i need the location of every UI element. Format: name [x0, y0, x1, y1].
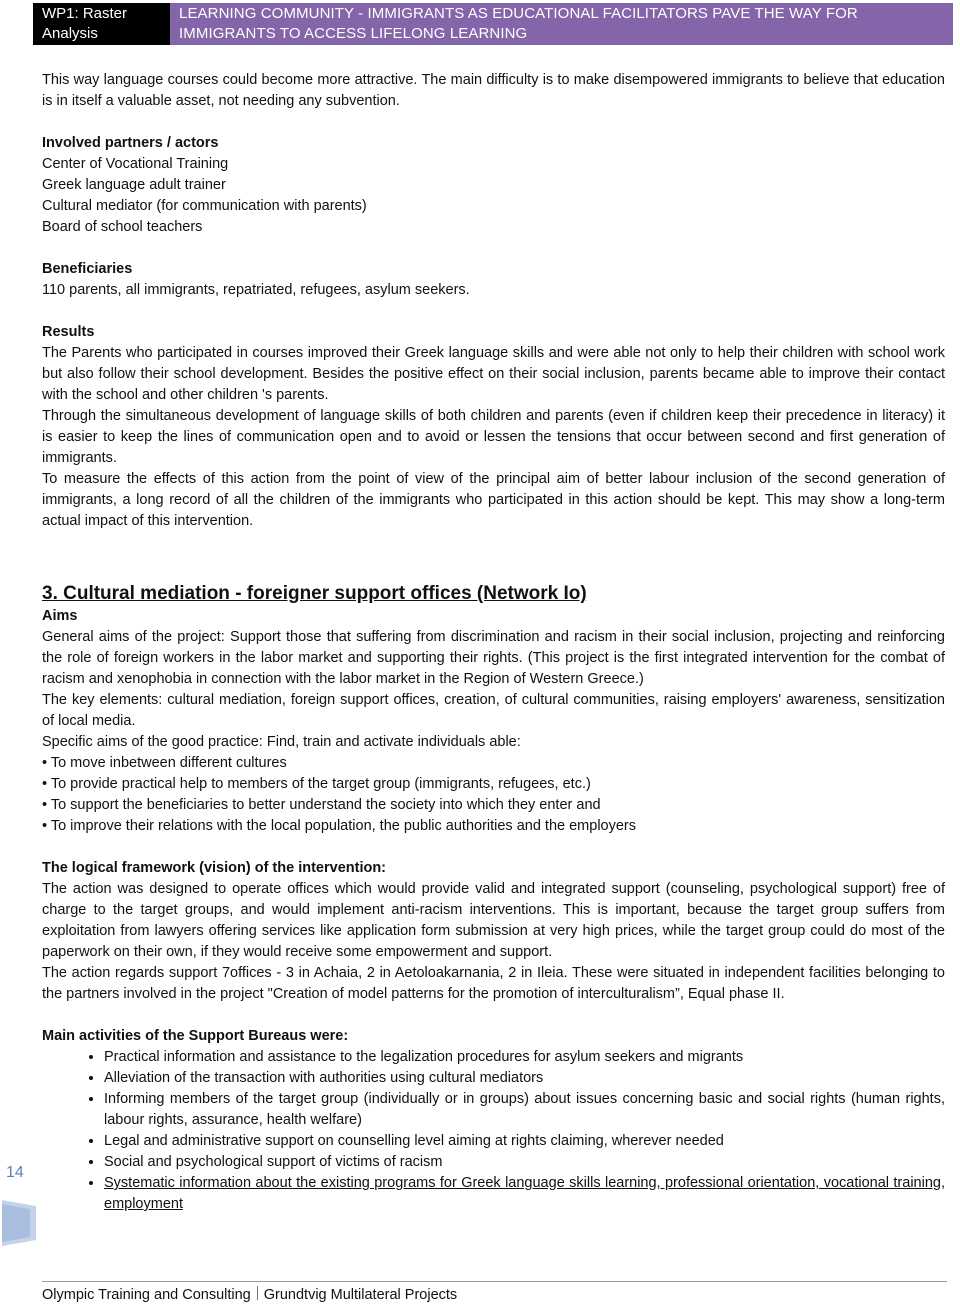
list-item: • To support the beneficiaries to better understand the society into which they enter and — [42, 795, 945, 816]
page-corner-graphic — [2, 1200, 38, 1246]
footer-organization: Olympic Training and Consulting — [42, 1287, 251, 1303]
partner-item: Center of Vocational Training — [42, 156, 229, 172]
framework-paragraph: The action regards support 7offices - 3 in Achaia, 2 in Aetoloakarnania, 2 in Ileia. These were situated in independent facilities belonging to the partners involved in the project "Creation of model patterns for the promotion of interculturalism”, Equal phase II. — [42, 965, 945, 1002]
list-item: • Social and psychological support of victims of racism — [104, 1152, 945, 1173]
page-header — [33, 3, 953, 45]
specific-aims-list — [42, 753, 945, 837]
results-heading: Results — [42, 324, 95, 340]
aims-paragraph: General aims of the project: Support those that suffering from discrimination and racism in their social inclusion, projecting and reinforcing the role of foreign workers in the labor market and supporting their rights. (This project is the first integrated intervention for the combat of racism and xenophobia in connection with the labor market in the Region of Western Greece.) — [42, 629, 945, 687]
footer-separator — [257, 1286, 258, 1300]
aims-heading: Aims — [42, 608, 78, 624]
activities-list — [42, 1047, 945, 1215]
footer-divider — [42, 1281, 947, 1282]
partner-item: Cultural mediator (for communication with parents) — [42, 198, 367, 214]
list-item: • Practical information and assistance to the legalization procedures for asylum seekers and migrants — [104, 1047, 945, 1068]
activities-heading: Main activities of the Support Bureaus were: — [42, 1028, 349, 1044]
beneficiaries-text: 110 parents, all immigrants, repatriated, refugees, asylum seekers. — [42, 282, 470, 298]
list-item: • To improve their relations with the local population, the public authorities and the employers — [42, 816, 945, 837]
partners-heading: Involved partners / actors — [42, 135, 219, 151]
results-paragraph: Through the simultaneous development of language skills of both children and parents (even if children keep their precedence in literacy) it is easier to keep the lines of communication open and to avoid or lessen the tensions that occur between second and first generation of immigrants. — [42, 408, 945, 466]
list-item: • Alleviation of the transaction with authorities using cultural mediators — [104, 1068, 945, 1089]
beneficiaries-heading: Beneficiaries — [42, 261, 133, 277]
header-project-title: LEARNING COMMUNITY - IMMIGRANTS AS EDUCATIONAL FACILITATORS PAVE THE WAY FOR IMMIGRANTS TO ACCESS LIFELONG LEARNING — [170, 3, 953, 45]
list-item: • To move inbetween different cultures — [42, 753, 945, 774]
page-footer — [42, 1285, 457, 1305]
list-item: • Legal and administrative support on counselling level aiming at rights claiming, wherever needed — [104, 1131, 945, 1152]
list-item: • Informing members of the target group (individually or in groups) about issues concerning basic and social rights (human rights, labour rights, assurance, health welfare) — [104, 1089, 945, 1131]
results-paragraph: The Parents who participated in courses improved their Greek language skills and were able not only to help their children with school work but also follow their school development. Besides the positive effect on their social inclusion, parents became able to improve their contact with the school and other children 's parents. — [42, 345, 945, 403]
section-title: 3. Cultural mediation - foreigner support offices (Network Io) — [42, 583, 587, 604]
framework-heading: The logical framework (vision) of the intervention: — [42, 860, 387, 876]
footer-program: Grundtvig Multilateral Projects — [263, 1287, 458, 1303]
list-item: • To provide practical help to members of the target group (immigrants, refugees, etc.) — [42, 774, 945, 795]
aims-paragraph: Specific aims of the good practice: Find, train and activate individuals able: — [42, 734, 521, 750]
framework-paragraph: The action was designed to operate offices which would provide valid and integrated support (counseling, psychological support) free of charge to the target groups, and would implement anti-racism interventions. This is important, because the target group suffers from exploitation from lawyers offering services like application form submission at very high prices, while the target group could do most of the paperwork on their own, if they would receive some empowerment and support. — [42, 881, 945, 960]
list-item: • Systematic information about the existing programs for Greek language skills learning, professional orientation, vocational training, employment — [104, 1173, 945, 1215]
intro-paragraph: This way language courses could become more attractive. The main difficulty is to make disempowered immigrants to believe that education is in itself a valuable asset, not needing any subvention. — [42, 72, 945, 109]
page-number: 14 — [6, 1164, 24, 1181]
document-body — [42, 70, 945, 1215]
header-wp-label: WP1: Raster Analysis — [33, 3, 170, 45]
results-paragraph: To measure the effects of this action from the point of view of the principal aim of better labour inclusion of the second generation of immigrants, a long record of all the children of the immigrants who participated in this action should be kept. This may show a long-term actual impact of this intervention. — [42, 471, 945, 529]
partner-item: Greek language adult trainer — [42, 177, 226, 193]
partner-item: Board of school teachers — [42, 219, 203, 235]
aims-paragraph: The key elements: cultural mediation, foreign support offices, creation, of cultural communities, raising employers' awareness, sensitization of local media. — [42, 692, 945, 729]
